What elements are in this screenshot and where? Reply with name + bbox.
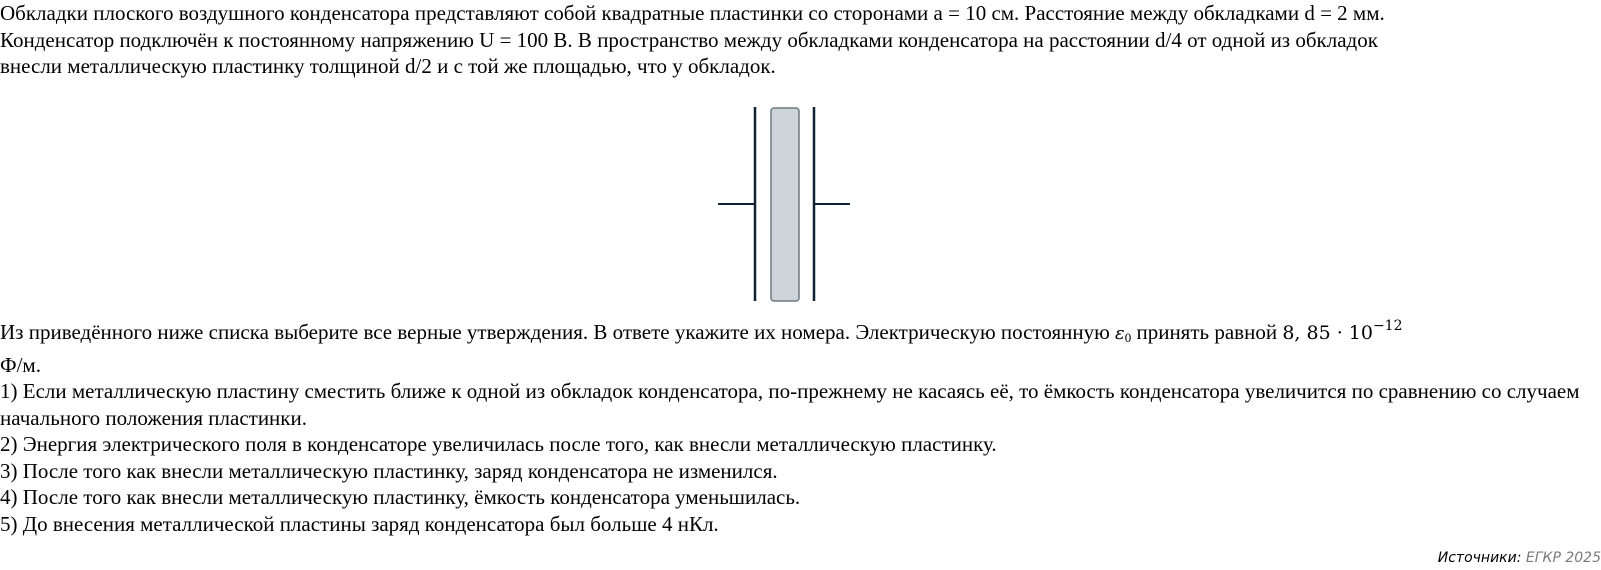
epsilon-value: 8, 85 · 10	[1282, 322, 1373, 344]
epsilon-exponent: −12	[1372, 318, 1403, 334]
intro-line-3: внесли металлическую пластинку толщиной d/2 и с той же площадью, что у обкладок.	[0, 54, 776, 78]
intro-line-1: Обкладки плоского воздушного конденсатора представляют собой квадратные пластинки со сторонами a = 10 см. Расстояние между обкладками d = 2 мм.	[0, 1, 1385, 25]
epsilon-symbol: ε	[1115, 323, 1125, 344]
capacitor-diagram	[700, 95, 880, 315]
epsilon-unit: Ф/м.	[0, 352, 41, 377]
source-label: Источники:	[1437, 550, 1522, 566]
statement-5: 5) До внесения металлической пластины заряд конденсатора был больше 4 нКл.	[0, 511, 719, 536]
instruction-after-eps: принять равной	[1131, 320, 1283, 344]
source-value: ЕГКР 2025	[1525, 550, 1601, 566]
intro-line-2: Конденсатор подключён к постоянному напряжению U = 100 В. В пространство между обкладками конденсатора на расстоянии d/4 от одной из обкладок	[0, 27, 1378, 52]
instruction-text	[0, 313, 1601, 378]
statement-3: 3) После того как внесли металлическую пластинку, заряд конденсатора не изменился.	[0, 458, 778, 483]
instruction-before-eps: Из приведённого ниже списка выберите все верные утверждения. В ответе укажите их номера. Электрическую постоянную	[0, 320, 1116, 344]
epsilon-subscript: 0	[1124, 330, 1132, 345]
problem-body	[0, 313, 1601, 537]
capacitor-with-metal-plate-icon	[700, 95, 880, 315]
statement-4: 4) После того как внесли металлическую пластинку, ёмкость конденсатора уменьшилась.	[0, 485, 801, 509]
statement-2: 2) Энергия электрического поля в конденсаторе увеличилась после того, как внесли металлическую пластинку.	[0, 432, 997, 456]
source-attribution	[1438, 549, 1601, 567]
statement-1: 1) Если металлическую пластину сместить ближе к одной из обкладок конденсатора, по-прежнему не касаясь её, то ёмкость конденсатора увеличится по сравнению со случаем начального положения пластинки.	[0, 379, 1580, 430]
problem-intro	[0, 0, 1601, 80]
